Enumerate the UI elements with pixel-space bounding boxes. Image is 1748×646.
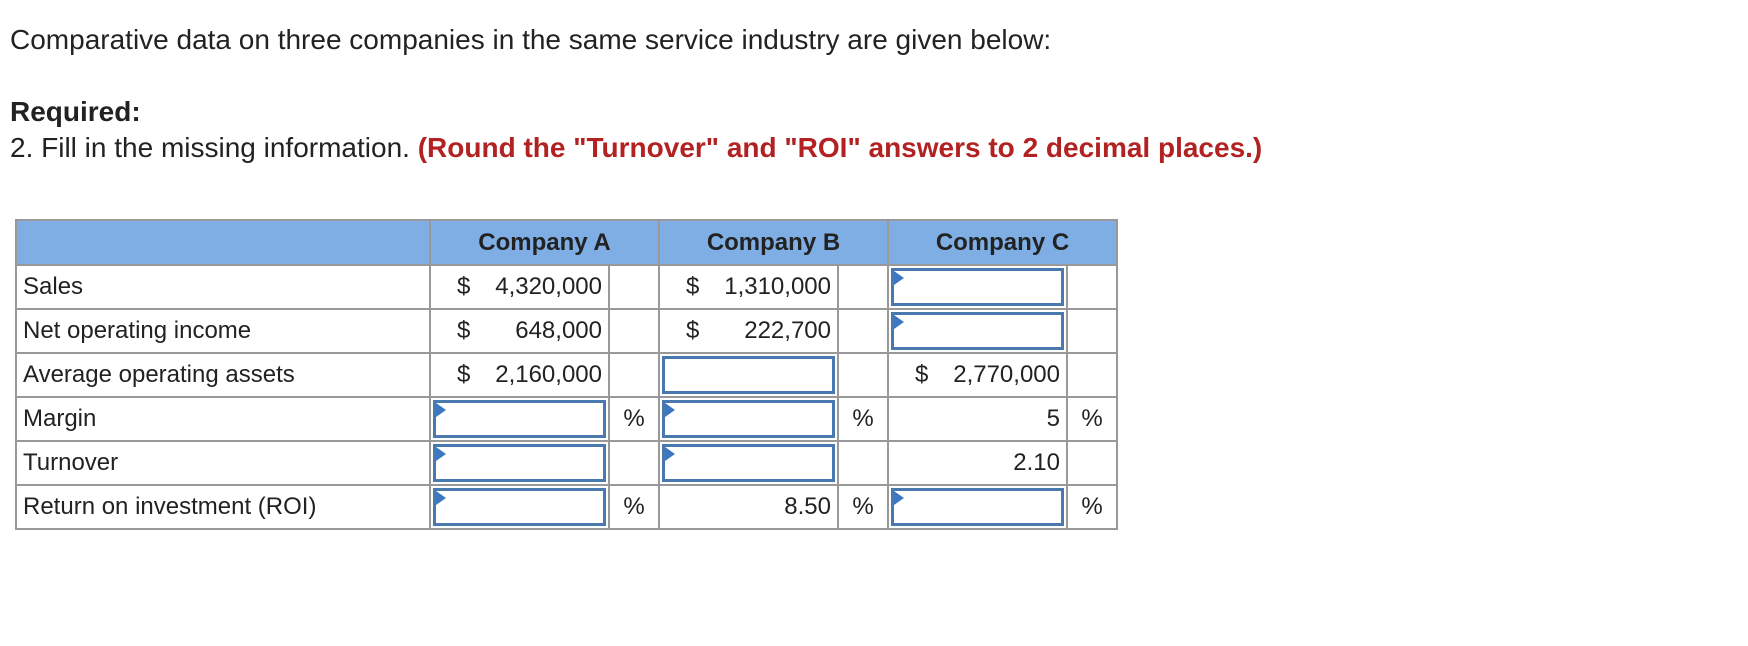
sales-a-value: 4,320,000 xyxy=(495,273,602,300)
noi-b-unit xyxy=(838,309,888,353)
assets-a-unit xyxy=(609,353,659,397)
currency-sign: $ xyxy=(457,317,471,344)
noi-a-value: 648,000 xyxy=(515,317,602,344)
margin-company-a-cell xyxy=(430,397,609,441)
assets-c-unit xyxy=(1067,353,1117,397)
row-label: Turnover xyxy=(16,441,430,485)
row-label: Net operating income xyxy=(16,309,430,353)
roi-company-c-cell xyxy=(888,485,1067,529)
turnover-company-a-input[interactable] xyxy=(433,444,606,482)
noi-company-c-input[interactable] xyxy=(891,312,1064,350)
sales-company-b xyxy=(659,265,838,309)
roi-company-c-input[interactable] xyxy=(891,488,1064,526)
row-net-operating-income xyxy=(16,309,1117,353)
row-roi xyxy=(16,485,1117,529)
turnover-c-value: 2.10 xyxy=(1013,449,1060,476)
header-company-b: Company B xyxy=(659,220,888,265)
assets-company-b-input[interactable] xyxy=(662,356,835,394)
header-row xyxy=(16,220,1117,265)
margin-company-a-input[interactable] xyxy=(433,400,606,438)
roi-company-a-cell xyxy=(430,485,609,529)
margin-company-c xyxy=(888,397,1067,441)
currency-sign: $ xyxy=(457,361,471,388)
noi-a-unit xyxy=(609,309,659,353)
turnover-b-unit xyxy=(838,441,888,485)
currency-sign: $ xyxy=(915,361,929,388)
turnover-a-unit xyxy=(609,441,659,485)
row-label: Return on investment (ROI) xyxy=(16,485,430,529)
roi-c-unit: % xyxy=(1067,485,1117,529)
required-label: Required: xyxy=(10,96,141,127)
noi-b-value: 222,700 xyxy=(744,317,831,344)
assets-company-b-cell xyxy=(659,353,838,397)
margin-c-unit: % xyxy=(1067,397,1117,441)
turnover-company-b-cell xyxy=(659,441,838,485)
row-label: Average operating assets xyxy=(16,353,430,397)
header-company-c: Company C xyxy=(888,220,1117,265)
noi-c-unit xyxy=(1067,309,1117,353)
currency-sign: $ xyxy=(686,317,700,344)
rounding-note: (Round the "Turnover" and "ROI" answers to 2 decimal places.) xyxy=(417,132,1263,163)
row-label: Margin xyxy=(16,397,430,441)
row-turnover xyxy=(16,441,1117,485)
currency-sign: $ xyxy=(457,273,471,300)
header-blank xyxy=(16,220,430,265)
margin-a-unit: % xyxy=(609,397,659,441)
required-prompt: 2. Fill in the missing information. xyxy=(10,132,410,163)
required-instruction xyxy=(10,132,1262,164)
noi-company-c-cell xyxy=(888,309,1067,353)
margin-company-b-cell xyxy=(659,397,838,441)
roi-a-unit: % xyxy=(609,485,659,529)
row-margin xyxy=(16,397,1117,441)
comparison-table xyxy=(15,219,1118,530)
sales-company-c-input[interactable] xyxy=(891,268,1064,306)
roi-company-a-input[interactable] xyxy=(433,488,606,526)
margin-b-unit: % xyxy=(838,397,888,441)
roi-b-unit: % xyxy=(838,485,888,529)
margin-c-value: 5 xyxy=(1046,405,1060,432)
assets-b-unit xyxy=(838,353,888,397)
sales-b-value: 1,310,000 xyxy=(724,273,831,300)
sales-b-unit xyxy=(838,265,888,309)
margin-company-b-input[interactable] xyxy=(662,400,835,438)
header-company-a: Company A xyxy=(430,220,659,265)
turnover-c-unit xyxy=(1067,441,1117,485)
turnover-company-a-cell xyxy=(430,441,609,485)
sales-company-a xyxy=(430,265,609,309)
roi-company-b xyxy=(659,485,838,529)
noi-company-b xyxy=(659,309,838,353)
turnover-company-c xyxy=(888,441,1067,485)
assets-a-value: 2,160,000 xyxy=(495,361,602,388)
row-label: Sales xyxy=(16,265,430,309)
roi-b-value: 8.50 xyxy=(784,493,831,520)
noi-company-a xyxy=(430,309,609,353)
sales-a-unit xyxy=(609,265,659,309)
row-sales xyxy=(16,265,1117,309)
row-average-operating-assets xyxy=(16,353,1117,397)
sales-c-unit xyxy=(1067,265,1117,309)
assets-c-value: 2,770,000 xyxy=(953,361,1060,388)
sales-company-c-cell xyxy=(888,265,1067,309)
intro-text: Comparative data on three companies in the same service industry are given below: xyxy=(10,24,1052,55)
assets-company-a xyxy=(430,353,609,397)
assets-company-c xyxy=(888,353,1067,397)
currency-sign: $ xyxy=(686,273,700,300)
turnover-company-b-input[interactable] xyxy=(662,444,835,482)
